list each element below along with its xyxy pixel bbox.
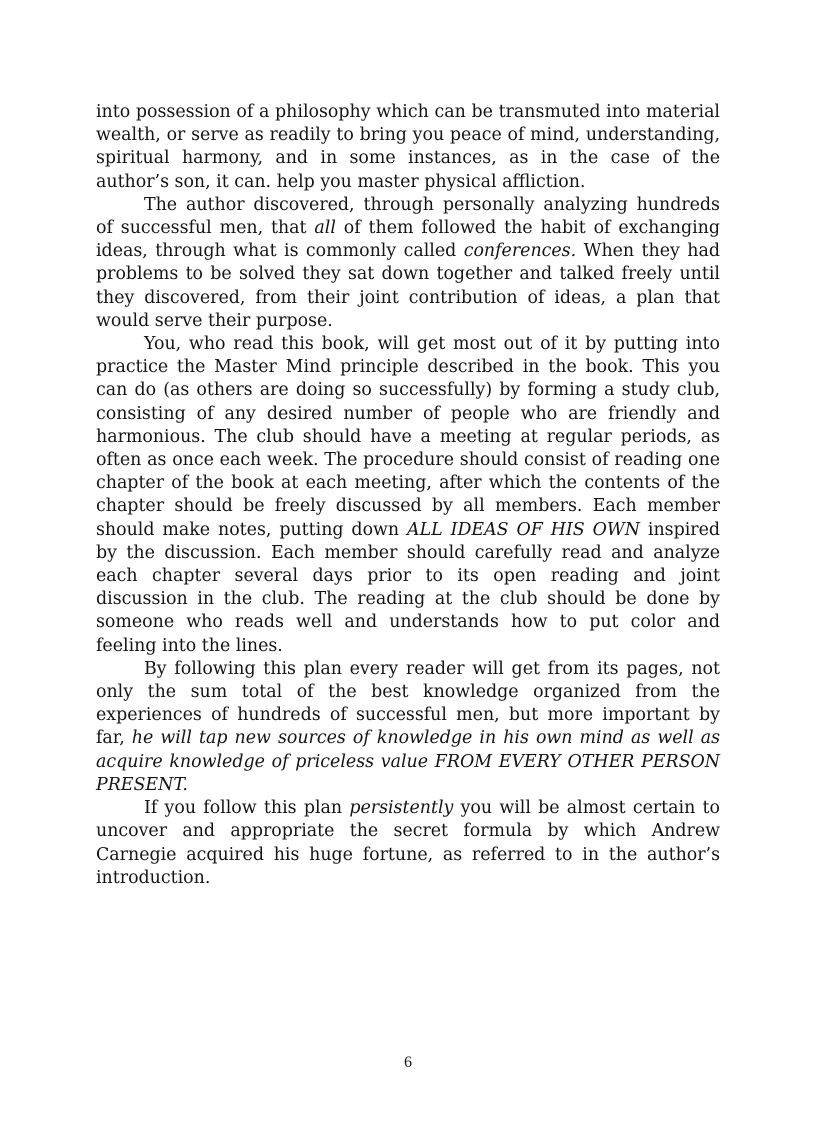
paragraph [96, 658, 720, 797]
paragraph [96, 797, 720, 890]
text-run: into possession of a philosophy which can be transmuted into material wealth, or serve as readily to bring you peace of mind, understanding, spiritual harmony, and in some instances, as in the case of the author’s son, it can. help you master physical affliction. [96, 102, 720, 192]
page-number: 6 [404, 1054, 412, 1071]
text-run: By following this plan every reader will get from its pages, not only the sum total of the best knowledge organized from the experiences of hundreds of successful men, but more important by far, [96, 658, 720, 749]
italic-text: persistently [349, 798, 454, 819]
text-run: If you follow this plan [144, 798, 350, 819]
italic-text: conferences. [463, 241, 577, 262]
italic-text: he will tap new sources of knowledge in his own mind as well as acquire knowledge of priceless value FROM EVERY OTHER PERSON PRESENT. [96, 728, 720, 795]
body-text [96, 101, 720, 890]
paragraph [96, 101, 720, 194]
text-run: of them followed the habit of exchanging ideas, through what is commonly called [96, 218, 720, 262]
text-run: you will be almost certain to uncover and appropriate the secret formula by which Andrew Carnegie acquired his huge fortune, as referred to in the author’s introduction. [96, 798, 720, 888]
text-run: The author discovered, through personally analyzing hundreds of successful men, that [96, 194, 720, 239]
italic-text: ALL IDEAS OF HIS OWN [407, 519, 640, 540]
italic-text: all [314, 218, 336, 239]
paragraph [96, 194, 720, 333]
text-run: inspired by the discussion. Each member should carefully read and analyze each chapter several days prior to its open reading and joint discussion in the club. The reading at the club should be done by someone who reads well and understands how to put color and feeling into the lines. [96, 519, 720, 656]
paragraph [96, 333, 720, 658]
text-run: You, who read this book, will get most out of it by putting into practice the Master Mind principle described in the book. This you can do (as others are doing so successfully) by forming a study club, consisting of any desired number of people who are friendly and harmonious. The club should have a meeting at regular periods, as often as once each week. The procedure should consist of reading one chapter of the book at each meeting, after which the contents of the chapter should be freely discussed by all members. Each member should make notes, putting down [96, 334, 720, 540]
text-run: When they had problems to be solved they sat down together and talked freely until they discovered, from their joint contribution of ideas, a plan that would serve their purpose. [96, 241, 720, 331]
